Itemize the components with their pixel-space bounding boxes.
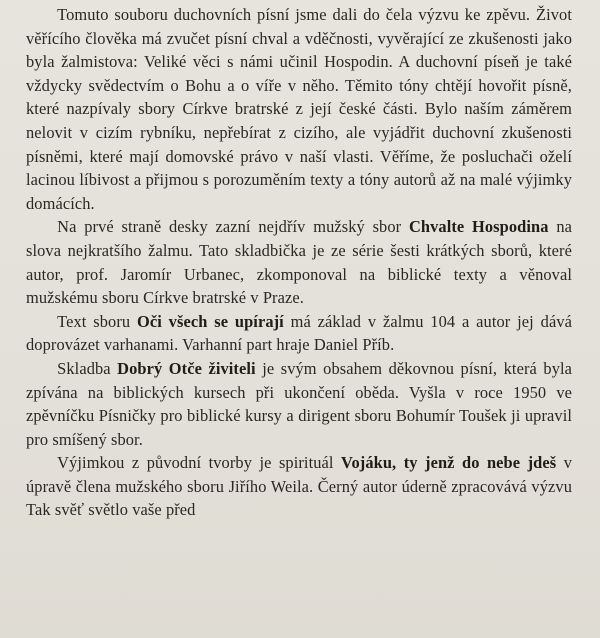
paragraph-intro xyxy=(26,3,572,215)
song-title: Vojáku, ty jenž do nebe jdeš xyxy=(341,453,557,473)
paragraph-oci-vsech xyxy=(26,310,572,357)
paragraph-text: v úpravě člena mužského sboru Jiřího Weila. Černý autor úderně zpracovává výzvu Tak svěť světlo vaše před xyxy=(26,453,572,520)
paragraph-vojaku xyxy=(26,451,572,522)
song-title: Dobrý Otče živiteli xyxy=(117,358,256,378)
paragraph-chvalte-hospodina xyxy=(26,215,572,309)
paragraph-text: na slova nejkratšího žalmu. Tato skladbička je ze série šesti krátkých sborů, které autor, prof. Jaromír Urbanec, zkomponoval na biblické texty a věnoval mužskému sboru Církve bratrské v Praze. xyxy=(26,217,572,308)
paragraph-text: Text sboru xyxy=(57,311,137,331)
liner-notes-text xyxy=(26,3,572,522)
paragraph-text: Na prvé straně desky zazní nejdřív mužský sbor xyxy=(57,217,409,237)
paragraph-dobry-otce xyxy=(26,357,572,451)
paragraph-text: Skladba xyxy=(57,358,118,378)
paragraph-text: má základ v žalmu 104 a autor jej dává doprovázet varhanami. Varhanní part hraje Daniel Příb. xyxy=(26,311,572,355)
paragraph-text: je svým obsahem děkovnou písní, která byla zpívána na biblických kursech při ukončení oběda. Vyšla v roce 1950 ve zpěvníčku Písničky pro biblické kursy a dirigent sboru Bohumír Toušek ji upravil pro smíšený sbor. xyxy=(26,358,573,449)
song-title: Chvalte Hospodina xyxy=(408,217,549,237)
song-title: Oči všech se upírají xyxy=(136,311,284,331)
paragraph-text: Výjimkou z původní tvorby je spirituál xyxy=(57,453,342,473)
paragraph-text: Tomuto souboru duchovních písní jsme dali do čela výzvu ke zpěvu. Život věřícího člověka má zvučet písní chval a vděčnosti, vyvěrající ze zkušenosti jako byla žalmistova: Veliké věci s námi učinil Hospodin. A duchovní píseň je také vždycky svědectvím o Bohu a o víře v něho. Těmito tóny chtějí hovořit písně, které nazpívaly sbory Církve bratrské z její české části. Bylo naším záměrem nelovit v cizím rybníku, nepřebírat z cizího, ale vyjádřit duchovní zkušenosti písněmi, které mají domovské právo v naší vlasti. Věříme, že posluchači oželí lacinou líbivost a přijmou s porozuměním texty a tóny autorů až na malé výjimky domácích. xyxy=(26,5,572,213)
